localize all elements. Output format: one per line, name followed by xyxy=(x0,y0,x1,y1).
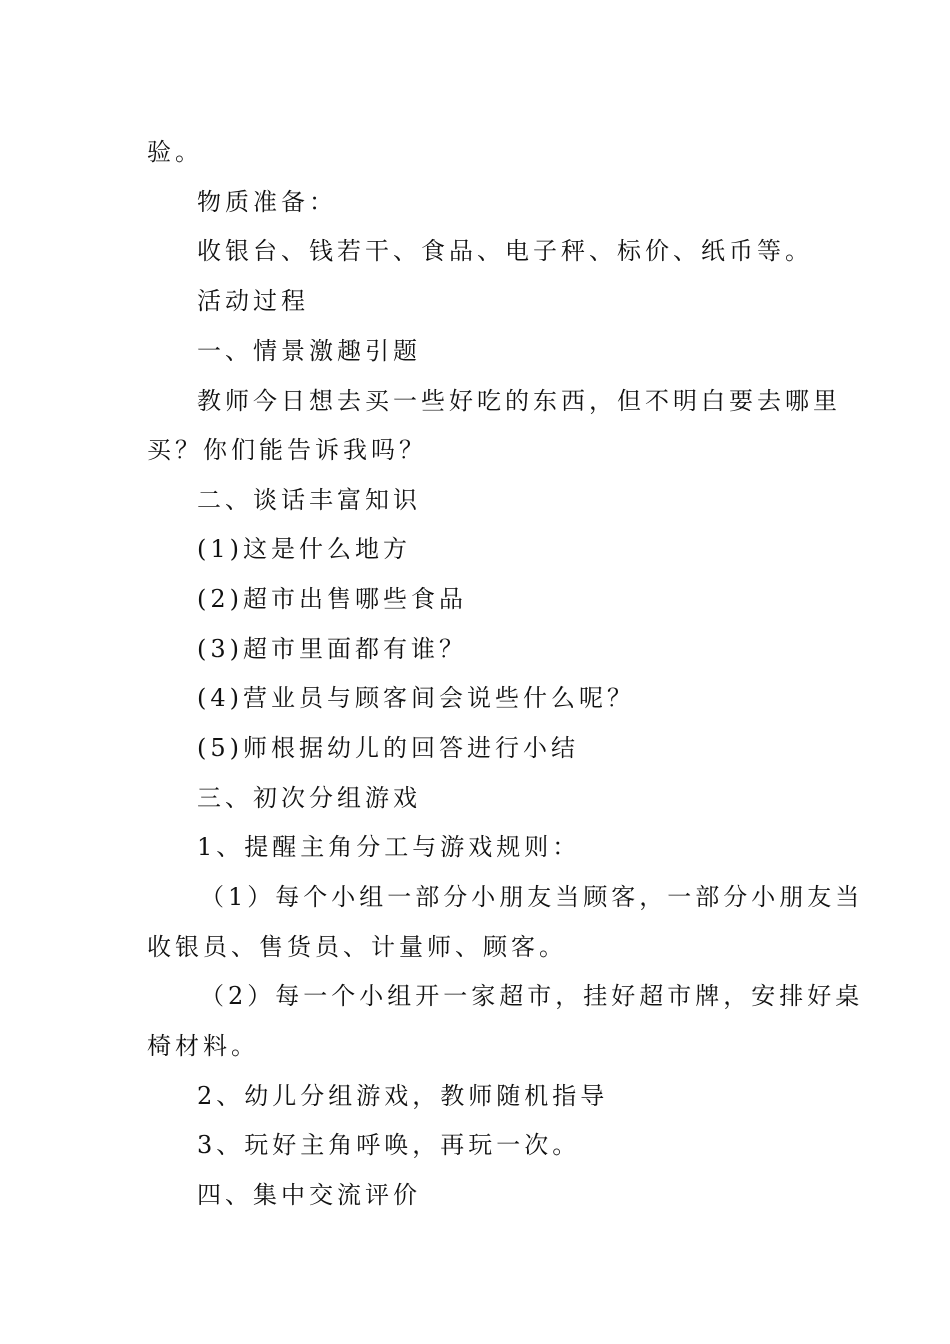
text-line: 验。 xyxy=(147,138,203,166)
list-item: (2)超市出售哪些食品 xyxy=(197,585,467,613)
section-heading: 四、集中交流评价 xyxy=(197,1181,421,1209)
list-item: (1)这是什么地方 xyxy=(197,535,411,563)
list-item: 1、提醒主角分工与游戏规则： xyxy=(197,833,581,861)
list-item: 2、幼儿分组游戏，教师随机指导 xyxy=(197,1082,609,1110)
section-heading: 一、情景激趣引题 xyxy=(197,337,421,365)
text-line: 收银台、钱若干、食品、电子秤、标价、纸币等。 xyxy=(197,237,813,265)
text-line: 教师今日想去买一些好吃的东西，但不明白要去哪里 xyxy=(197,387,841,415)
text-line: 椅材料。 xyxy=(147,1032,259,1060)
list-item: (4)营业员与顾客间会说些什么呢？ xyxy=(197,684,635,712)
list-item: （2）每一个小组开一家超市，挂好超市牌，安排好桌 xyxy=(200,982,864,1010)
text-line: 物质准备： xyxy=(197,188,337,216)
text-line: 买？你们能告诉我吗？ xyxy=(147,436,427,464)
section-heading: 二、谈话丰富知识 xyxy=(197,486,421,514)
list-item: (5)师根据幼儿的回答进行小结 xyxy=(197,734,579,762)
list-item: （1）每个小组一部分小朋友当顾客，一部分小朋友当 xyxy=(200,883,864,911)
text-line: 收银员、售货员、计量师、顾客。 xyxy=(147,933,567,961)
list-item: 3、玩好主角呼唤，再玩一次。 xyxy=(197,1131,581,1159)
list-item: (3)超市里面都有谁？ xyxy=(197,635,467,663)
section-heading: 活动过程 xyxy=(197,287,309,315)
section-heading: 三、初次分组游戏 xyxy=(197,784,421,812)
